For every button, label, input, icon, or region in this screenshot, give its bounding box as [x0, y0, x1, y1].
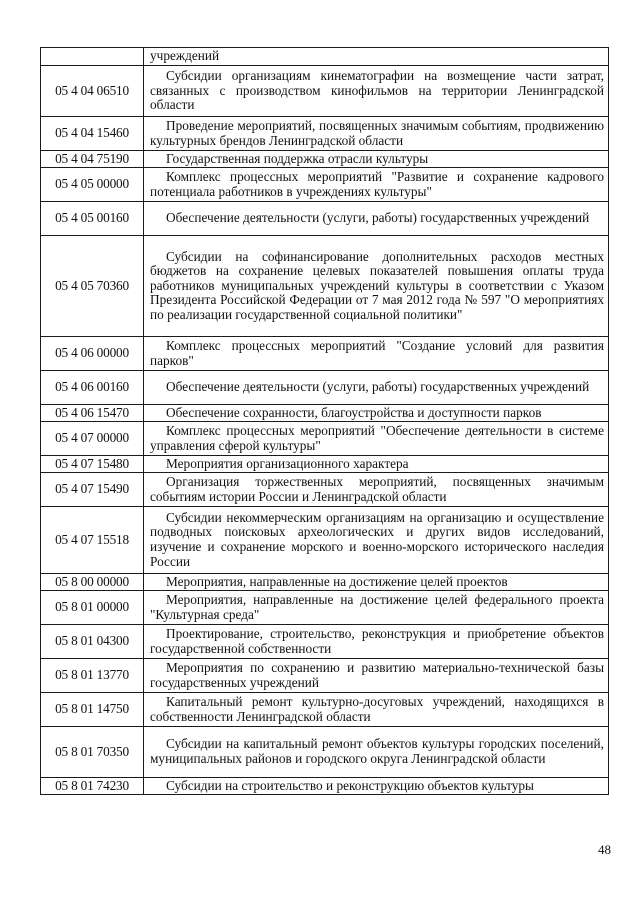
table-row	[41, 151, 609, 168]
row-code: 05 4 07 15480	[41, 456, 144, 473]
table-row	[41, 693, 609, 727]
row-description: Мероприятия организационного характера	[144, 456, 609, 473]
row-code: 05 4 05 70360	[41, 236, 144, 337]
table-row	[41, 371, 609, 405]
row-description: Обеспечение деятельности (услуги, работы) государственных учреждений	[144, 371, 609, 405]
row-code: 05 4 06 15470	[41, 405, 144, 422]
row-description: Комплекс процессных мероприятий "Создание условий для развития парков"	[144, 337, 609, 371]
row-code: 05 4 04 15460	[41, 117, 144, 151]
row-description: Мероприятия по сохранению и развитию материально-технической базы государственных учреждений	[144, 659, 609, 693]
row-code: 05 8 01 00000	[41, 591, 144, 625]
row-description: Организация торжественных мероприятий, посвященных значимым событиям истории России и Ленинградской области	[144, 473, 609, 507]
row-description: Обеспечение сохранности, благоустройства и доступности парков	[144, 405, 609, 422]
table-row	[41, 507, 609, 574]
table-row	[41, 727, 609, 778]
row-description: Мероприятия, направленные на достижение целей федерального проекта "Культурная среда"	[144, 591, 609, 625]
row-code: 05 8 01 70350	[41, 727, 144, 778]
table-row	[41, 778, 609, 795]
table-row	[41, 117, 609, 151]
row-code: 05 8 01 74230	[41, 778, 144, 795]
row-code: 05 4 04 06510	[41, 66, 144, 117]
table-row	[41, 659, 609, 693]
table-row	[41, 625, 609, 659]
table-row	[41, 337, 609, 371]
row-description: учреждений	[144, 48, 609, 66]
table-row	[41, 48, 609, 66]
row-code: 05 4 06 00000	[41, 337, 144, 371]
row-description: Субсидии на капитальный ремонт объектов культуры городских поселений, муниципальных районов и городского округа Ленинградской области	[144, 727, 609, 778]
table-row	[41, 591, 609, 625]
row-code	[41, 48, 144, 66]
table-row	[41, 422, 609, 456]
row-description: Субсидии на строительство и реконструкцию объектов культуры	[144, 778, 609, 795]
row-code: 05 4 07 00000	[41, 422, 144, 456]
row-description: Капитальный ремонт культурно-досуговых учреждений, находящихся в собственности Ленинградской области	[144, 693, 609, 727]
table-row	[41, 168, 609, 202]
row-description: Субсидии некоммерческим организациям на организацию и осуществление подводных поисковых археологических и других видов исследований, изучение и сохранение морского и военно-морского исторического наследия России	[144, 507, 609, 574]
row-description: Субсидии на софинансирование дополнительных расходов местных бюджетов на сохранение целевых показателей повышения оплаты труда работников муниципальных учреждений культуры в соответствии с Указом Президента Российской Федерации от 7 мая 2012 года № 597 "О мероприятиях по реализации государственной социальной политики"	[144, 236, 609, 337]
row-description: Государственная поддержка отрасли культуры	[144, 151, 609, 168]
table-row	[41, 574, 609, 591]
row-code: 05 8 01 04300	[41, 625, 144, 659]
row-code: 05 4 07 15518	[41, 507, 144, 574]
table-row	[41, 66, 609, 117]
row-code: 05 8 01 13770	[41, 659, 144, 693]
row-code: 05 8 00 00000	[41, 574, 144, 591]
table-row	[41, 456, 609, 473]
row-description: Мероприятия, направленные на достижение целей проектов	[144, 574, 609, 591]
table-row	[41, 473, 609, 507]
page-number: 48	[598, 842, 611, 857]
table-row	[41, 202, 609, 236]
row-code: 05 4 05 00000	[41, 168, 144, 202]
row-code: 05 4 07 15490	[41, 473, 144, 507]
row-code: 05 4 06 00160	[41, 371, 144, 405]
row-description: Проектирование, строительство, реконструкция и приобретение объектов государственной собственности	[144, 625, 609, 659]
budget-code-table	[40, 47, 609, 795]
row-description: Комплекс процессных мероприятий "Развитие и сохранение кадрового потенциала работников в учреждениях культуры"	[144, 168, 609, 202]
row-description: Комплекс процессных мероприятий "Обеспечение деятельности в системе управления сферой культуры"	[144, 422, 609, 456]
row-description: Проведение мероприятий, посвященных значимым событиям, продвижению культурных брендов Ленинградской области	[144, 117, 609, 151]
row-description: Субсидии организациям кинематографии на возмещение части затрат, связанных с производством кинофильмов на территории Ленинградской области	[144, 66, 609, 117]
row-code: 05 8 01 14750	[41, 693, 144, 727]
table-row	[41, 405, 609, 422]
row-code: 05 4 05 00160	[41, 202, 144, 236]
row-description: Обеспечение деятельности (услуги, работы) государственных учреждений	[144, 202, 609, 236]
table-row	[41, 236, 609, 337]
row-code: 05 4 04 75190	[41, 151, 144, 168]
